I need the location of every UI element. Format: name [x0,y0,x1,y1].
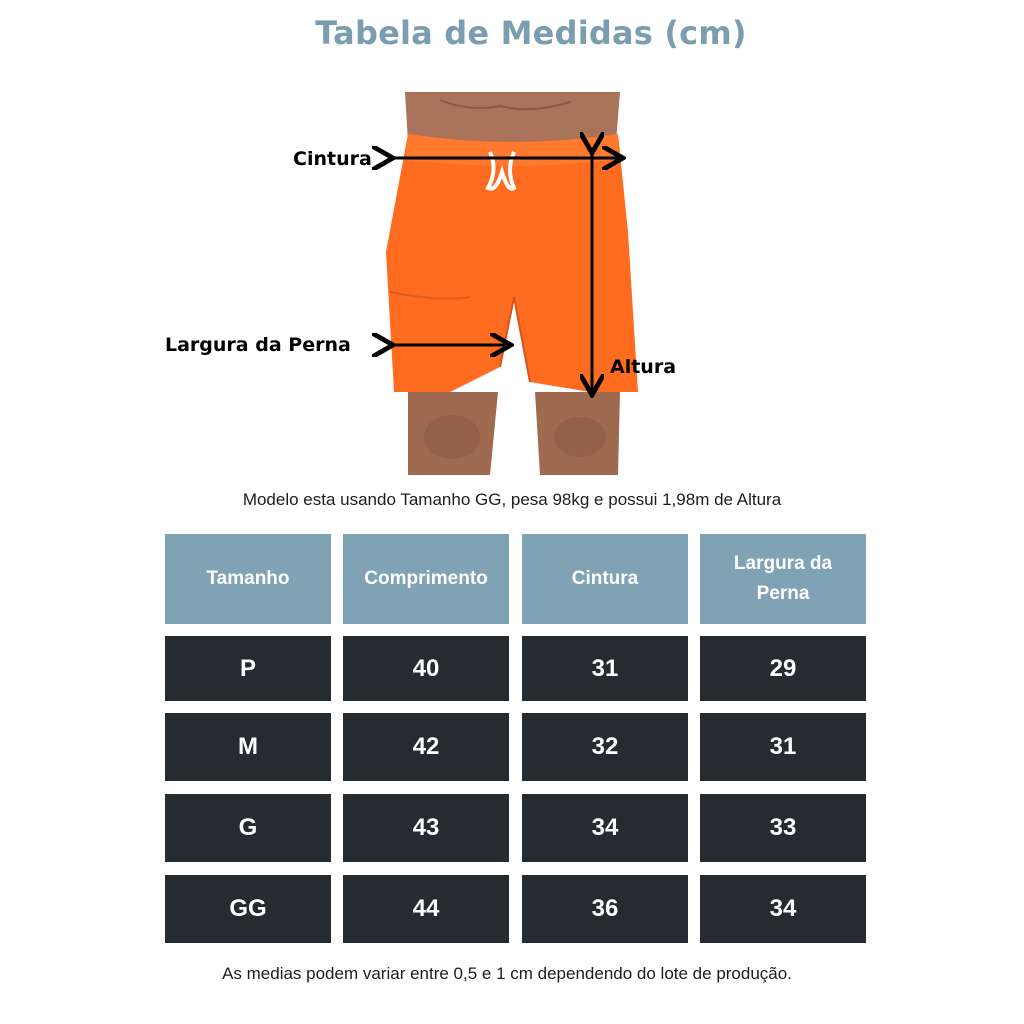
leg-width-label: Largura da Perna [165,334,351,356]
table-cell: 40 [343,636,509,701]
table-cell: 34 [522,794,688,862]
table-cell: GG [165,875,331,943]
waist-label: Cintura [293,148,372,170]
table-cell: 36 [522,875,688,943]
table-cell: 34 [700,875,866,943]
table-header-leg-width: Largura da Perna [700,534,866,624]
table-cell: 43 [343,794,509,862]
table-cell: M [165,713,331,781]
table-cell: 29 [700,636,866,701]
table-header-size: Tamanho [165,534,331,624]
table-cell: 42 [343,713,509,781]
length-label: Altura [610,356,677,378]
table-header-waist: Cintura [522,534,688,624]
table-header-length: Comprimento [343,534,509,624]
table-cell: P [165,636,331,701]
table-cell: 33 [700,794,866,862]
page-title: Tabela de Medidas (cm) [315,14,747,52]
table-cell: G [165,794,331,862]
table-cell: 31 [700,713,866,781]
model-shorts-photo [380,92,645,475]
table-cell: 44 [343,875,509,943]
footnote: As medias podem variar entre 0,5 e 1 cm dependendo do lote de produção. [222,964,792,983]
model-note: Modelo esta usando Tamanho GG, pesa 98kg e possui 1,98m de Altura [242,490,782,509]
table-cell: 32 [522,713,688,781]
table-cell: 31 [522,636,688,701]
